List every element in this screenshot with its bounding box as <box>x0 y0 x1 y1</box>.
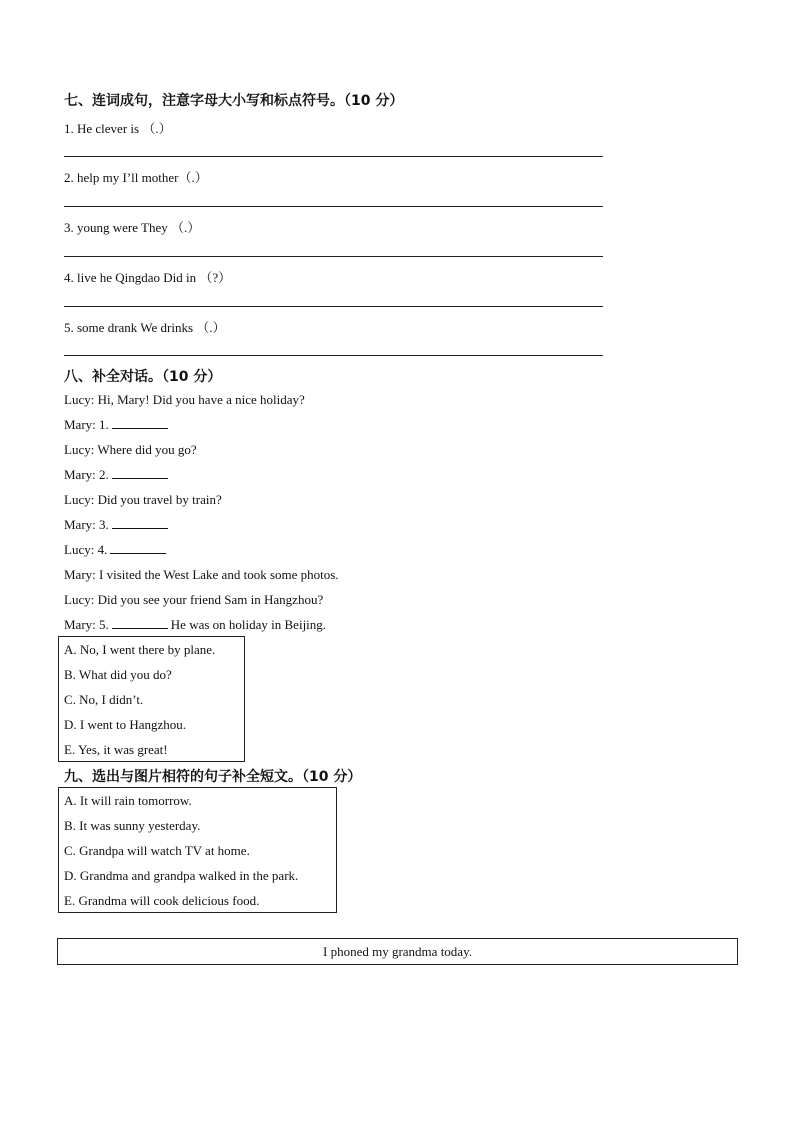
blank-5[interactable] <box>112 617 168 629</box>
option-b: B. What did you do? <box>64 667 172 682</box>
question-7-2: 2. help my I’ll mother（.） <box>64 170 208 185</box>
blank-4[interactable] <box>110 542 166 554</box>
section-8-heading: 八、补全对话。（10 分） <box>64 369 222 385</box>
blank-2[interactable] <box>112 467 168 479</box>
option-a: A. It will rain tomorrow. <box>64 793 192 808</box>
section-7-heading: 七、连词成句，注意字母大小写和标点符号。（10 分） <box>64 93 404 109</box>
answer-line-7-4[interactable] <box>64 306 603 307</box>
option-e: E. Yes, it was great! <box>64 742 168 757</box>
section-9-heading: 九、选出与图片相符的句子补全短文。（10 分） <box>64 769 362 785</box>
answer-line-7-3[interactable] <box>64 256 603 257</box>
option-d: D. Grandma and grandpa walked in the park. <box>64 868 299 883</box>
option-c: C. Grandpa will watch TV at home. <box>64 843 250 858</box>
passage-first-line: I phoned my grandma today. <box>323 944 472 959</box>
dialogue-line: Mary: 5. He was on holiday in Beijing. <box>64 617 327 632</box>
question-7-4: 4. live he Qingdao Did in （?） <box>64 270 232 285</box>
blank-3[interactable] <box>112 517 168 529</box>
dialogue-line: Mary: I visited the West Lake and took some photos. <box>64 567 339 582</box>
option-d: D. I went to Hangzhou. <box>64 717 187 732</box>
dialogue-line: Lucy: 4. <box>64 542 166 558</box>
option-a: A. No, I went there by plane. <box>64 642 216 657</box>
option-c: C. No, I didn’t. <box>64 692 144 707</box>
option-b: B. It was sunny yesterday. <box>64 818 201 833</box>
passage-box <box>57 938 738 965</box>
dialogue-line: Lucy: Hi, Mary! Did you have a nice holiday? <box>64 392 305 407</box>
option-e: E. Grandma will cook delicious food. <box>64 893 260 908</box>
answer-line-7-1[interactable] <box>64 156 603 157</box>
blank-1[interactable] <box>112 417 168 429</box>
question-7-3: 3. young were They （.） <box>64 220 201 235</box>
question-7-1: 1. He clever is （.） <box>64 121 172 136</box>
dialogue-line: Lucy: Where did you go? <box>64 442 197 457</box>
dialogue-line: Mary: 1. <box>64 417 168 433</box>
dialogue-line: Mary: 3. <box>64 517 168 533</box>
dialogue-line: Lucy: Did you see your friend Sam in Hangzhou? <box>64 592 324 607</box>
question-7-5: 5. some drank We drinks （.） <box>64 320 226 335</box>
dialogue-line: Lucy: Did you travel by train? <box>64 492 222 507</box>
dialogue-line: Mary: 2. <box>64 467 168 483</box>
answer-line-7-2[interactable] <box>64 206 603 207</box>
answer-line-7-5[interactable] <box>64 355 603 356</box>
